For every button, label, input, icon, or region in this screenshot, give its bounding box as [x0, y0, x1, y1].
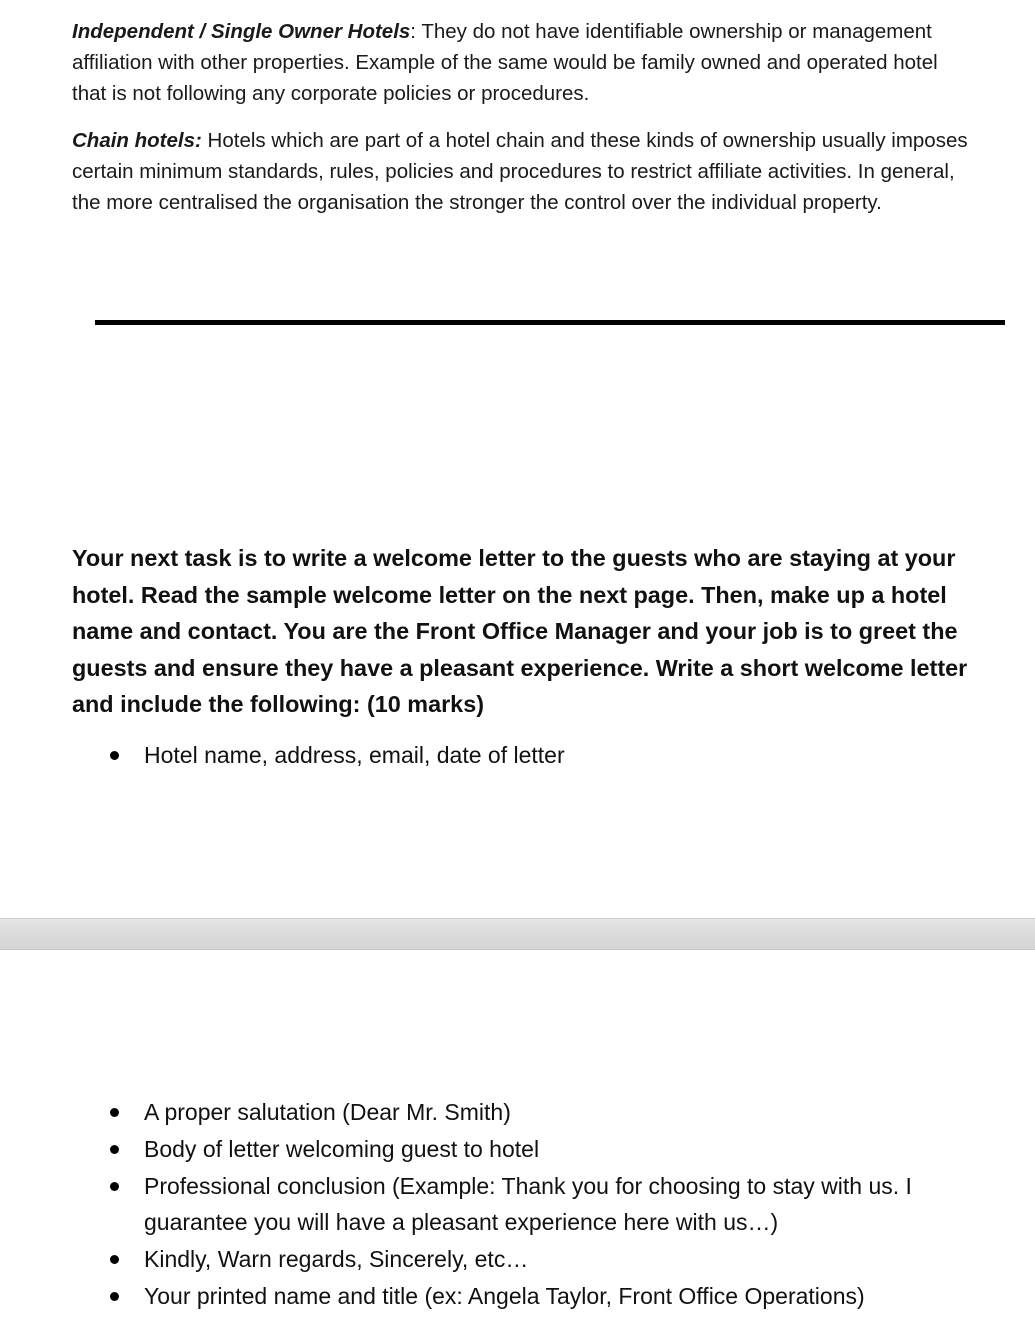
list-item-text: Your printed name and title (ex: Angela Taylor, Front Office Operations)	[144, 1282, 865, 1309]
bullet-icon	[110, 1145, 119, 1154]
page-break	[0, 918, 1035, 950]
definition-text-chain: Hotels which are part of a hotel chain and these kinds of ownership usually imposes certain minimum standards, rules, policies and procedures to restrict affiliate activities. In general, the more centralised the organisation the stronger the control over the individual property.	[72, 129, 968, 214]
bullet-icon	[110, 1292, 119, 1301]
list-item	[0, 1241, 964, 1278]
term-independent-hotels: Independent / Single Owner Hotels	[72, 20, 411, 43]
list-item-text: Body of letter welcoming guest to hotel	[144, 1135, 540, 1162]
requirements-list-page-2	[0, 1094, 964, 1315]
list-item-text: Hotel name, address, email, date of letter	[144, 742, 565, 768]
list-item	[0, 1094, 964, 1131]
list-item-text: Professional conclusion (Example: Thank you for choosing to stay with us. I guarantee you will have a pleasant experience here with us…)	[144, 1172, 912, 1236]
bullet-icon	[110, 1108, 119, 1117]
list-item	[0, 1278, 964, 1315]
list-item	[0, 1131, 964, 1168]
term-chain-hotels: Chain hotels:	[72, 129, 202, 152]
task-instruction: Your next task is to write a welcome letter to the guests who are staying at your hotel. Read the sample welcome letter on the next page. Then, make up a hotel name and contact. You are the Front Office Manager and your job is to greet the guests and ensure they have a pleasant experience. Write a short welcome letter and include the following: (10 marks)	[72, 545, 968, 717]
horizontal-rule	[95, 320, 1005, 325]
term-separator: :	[410, 20, 416, 43]
bullet-icon	[110, 1255, 119, 1264]
definition-independent-hotels	[72, 16, 972, 109]
bullet-icon	[110, 1182, 119, 1191]
list-item-text: A proper salutation (Dear Mr. Smith)	[144, 1099, 511, 1125]
definition-chain-hotels	[72, 125, 972, 218]
requirements-list-page-1	[0, 737, 964, 774]
list-item	[0, 1168, 964, 1242]
definition-text-independent: They do not have identifiable ownership or management affiliation with other properties. Example of the same would be family owned and operated hotel that is not following any corporate policies or procedures.	[72, 20, 938, 105]
list-item-text: Kindly, Warn regards, Sincerely, etc…	[144, 1246, 529, 1273]
bullet-icon	[110, 751, 119, 760]
list-item	[0, 737, 964, 774]
